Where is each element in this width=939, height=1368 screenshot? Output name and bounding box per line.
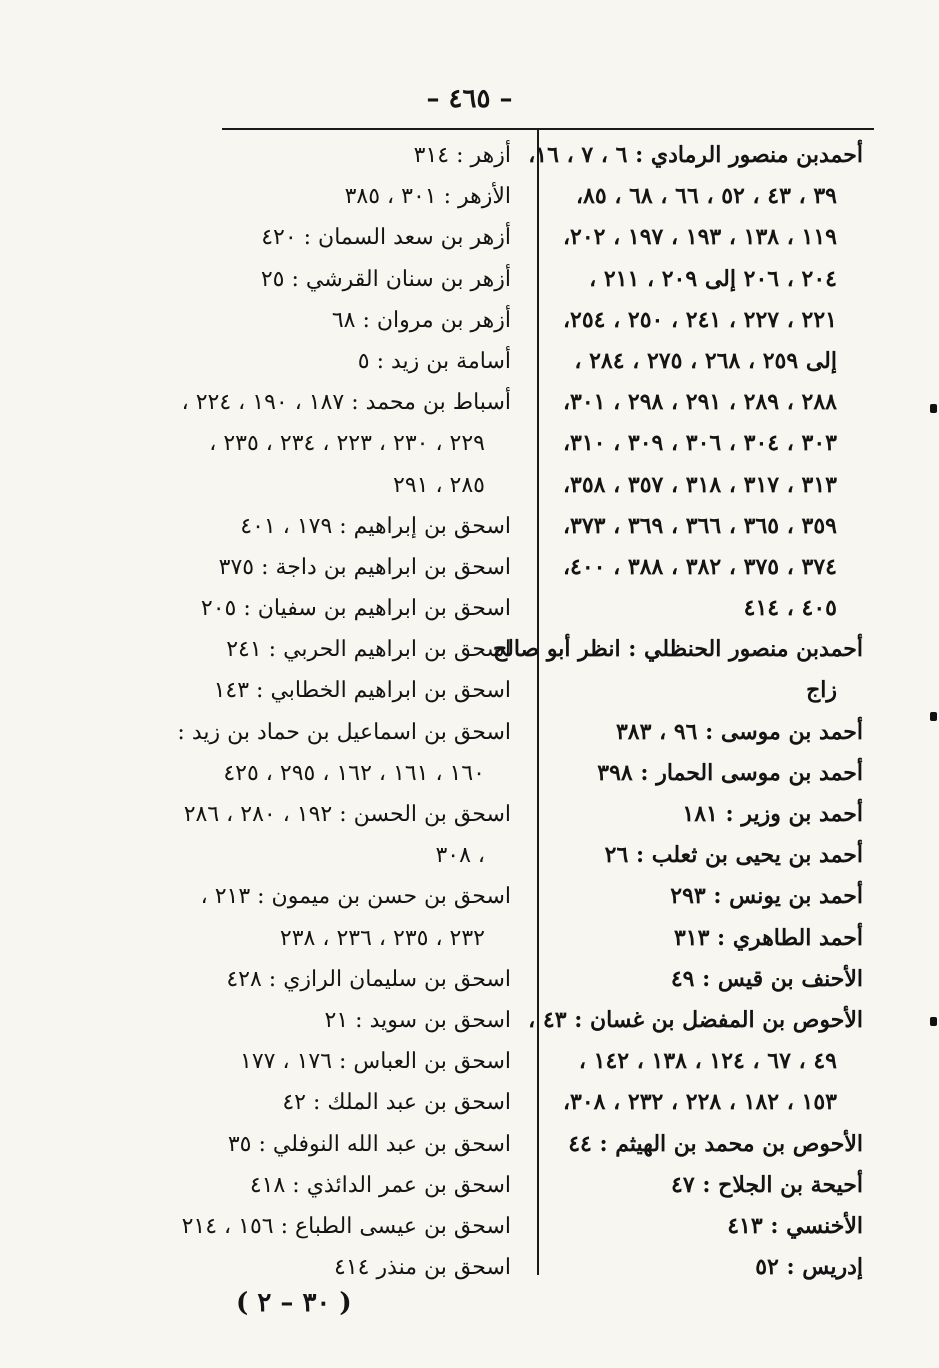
index-entry-continuation: ٢٨٨ ، ٢٨٩ ، ٢٩١ ، ٢٩٨ ، ٣٠١، (562, 389, 837, 416)
index-entry: اسحق بن عبد الملك : ٤٢ (282, 1090, 511, 1116)
index-entry-continuation: ٢٢٩ ، ٢٣٠ ، ٢٢٣ ، ٢٣٤ ، ٢٣٥ ، (209, 431, 485, 457)
index-entry: الأحوص بن محمد بن الهيثم : ٤٤ (568, 1130, 863, 1157)
page-number: – ٤٦٥ – (426, 84, 513, 114)
index-entry-continuation: ١١٩ ، ١٣٨ ، ١٩٣ ، ١٩٧ ، ٢٠٢، (562, 224, 837, 251)
column-divider (537, 130, 539, 1275)
index-entry: الأحنف بن قيس : ٤٩ (670, 965, 863, 992)
index-entry-continuation: ٢٣٢ ، ٢٣٥ ، ٢٣٦ ، ٢٣٨ (279, 925, 485, 951)
index-entry: الأزهر : ٣٠١ ، ٣٨٥ (344, 184, 511, 210)
index-entry: أزهر بن سعد السمان : ٤٢٠ (261, 225, 511, 251)
margin-dot (930, 712, 937, 721)
index-entry-continuation: إلى ٢٥٩ ، ٢٦٨ ، ٢٧٥ ، ٢٨٤ ، (574, 347, 837, 374)
index-entry: أحمد الطاهري : ٣١٣ (673, 924, 863, 951)
index-entry: اسحق بن الحسن : ١٩٢ ، ٢٨٠ ، ٢٨٦ (183, 802, 511, 827)
index-entry-continuation: ٣٩ ، ٤٣ ، ٥٢ ، ٦٦ ، ٦٨ ، ٨٥، (575, 183, 837, 210)
index-entry-continuation: ٢٢١ ، ٢٢٧ ، ٢٤١ ، ٢٥٠ ، ٢٥٤، (562, 306, 837, 333)
index-entry: أحمد بن وزير : ١٨١ (682, 801, 863, 827)
index-column-right (492, 135, 863, 1288)
margin-dot (930, 1017, 937, 1026)
index-entry: أزهر بن مروان : ٦٨ (331, 307, 511, 333)
index-entry: اسحق بن عيسى الطباع : ١٥٦ ، ٢١٤ (181, 1213, 511, 1239)
index-entry: أزهر بن سنان القرشي : ٢٥ (260, 266, 511, 292)
margin-dot (930, 404, 937, 413)
index-entry: اسحق بن سليمان الرازي : ٤٢٨ (226, 966, 511, 992)
index-entry: اسحق بن ابراهيم الخطابي : ١٤٣ (213, 678, 511, 704)
index-entry: الأخنسي : ٤١٣ (727, 1212, 863, 1239)
index-entry: أحيحة بن الجلاح : ٤٧ (671, 1171, 863, 1198)
top-rule (222, 128, 874, 130)
index-entry-continuation: ٣٠٣ ، ٣٠٤ ، ٣٠٦ ، ٣٠٩ ، ٣١٠، (562, 430, 837, 457)
index-entry: اسحق بن اسماعيل بن حماد بن زيد : (177, 719, 511, 745)
signature-mark: ( ٣٠ – ٢ ) (236, 1288, 352, 1318)
index-entry: اسحق بن ابراهيم بن داجة : ٣٧٥ (218, 554, 511, 580)
index-entry-continuation: زاج (806, 677, 837, 704)
index-entry: أحمد بن موسى : ٩٦ ، ٣٨٣ (615, 718, 863, 745)
index-entry: اسحق بن عبد الله النوفلي : ٣٥ (227, 1131, 511, 1157)
index-entry: أزهر : ٣١٤ (413, 143, 511, 168)
index-entry-continuation: ٢٨٥ ، ٢٩١ (393, 472, 485, 498)
index-entry: إدريس : ٥٢ (755, 1254, 863, 1281)
index-column-left (177, 135, 511, 1288)
index-entry: اسحق بن ابراهيم بن سفيان : ٢٠٥ (200, 596, 511, 622)
index-entry: اسحق بن منذر ٤١٤ (334, 1255, 511, 1281)
index-entry: أحمدبن منصور الحنظلي : انظر أبو صالح (492, 636, 863, 663)
index-entry: أحمدبن منصور الرمادي : ٦ ، ٧ ، ١٦، (528, 142, 863, 168)
index-entry-continuation: ٢٠٤ ، ٢٠٦ إلى ٢٠٩ ، ٢١١ ، (589, 265, 837, 292)
index-entry: اسحق بن حسن بن ميمون : ٢١٣ ، (200, 884, 511, 910)
index-entry-continuation: ٣٥٩ ، ٣٦٥ ، ٣٦٦ ، ٣٦٩ ، ٣٧٣، (562, 512, 837, 539)
index-entry-continuation: ١٦٠ ، ١٦١ ، ١٦٢ ، ٢٩٥ ، ٤٢٥ (223, 760, 485, 786)
index-entry: اسحق بن ابراهيم الحربي : ٢٤١ (226, 637, 511, 663)
index-entry: أحمد بن يحيى بن ثعلب : ٢٦ (604, 842, 863, 869)
index-entry: أحمد بن موسى الحمار : ٣٩٨ (597, 759, 863, 786)
index-entry-continuation: ١٥٣ ، ١٨٢ ، ٢٢٨ ، ٢٣٢ ، ٣٠٨، (562, 1089, 837, 1116)
index-entry-continuation: ٤٠٥ ، ٤١٤ (743, 595, 837, 622)
index-entry: الأحوص بن المفضل بن غسان : ٤٣ ، (528, 1006, 863, 1033)
index-entry: أسامة بن زيد : ٥ (357, 348, 511, 374)
index-entry: اسحق بن العباس : ١٧٦ ، ١٧٧ (240, 1049, 511, 1075)
index-entry-continuation: ٤٩ ، ٦٧ ، ١٢٤ ، ١٣٨ ، ١٤٢ ، (578, 1048, 837, 1075)
index-entry-continuation: ، ٣٠٨ (435, 843, 485, 869)
index-entry: اسحق بن سويد : ٢١ (324, 1007, 511, 1033)
index-entry-continuation: ٣٧٤ ، ٣٧٥ ، ٣٨٢ ، ٣٨٨ ، ٤٠٠، (562, 553, 837, 580)
index-entry: أحمد بن يونس : ٢٩٣ (670, 883, 863, 910)
index-entry: اسحق بن إبراهيم : ١٧٩ ، ٤٠١ (240, 513, 511, 539)
index-entry-continuation: ٣١٣ ، ٣١٧ ، ٣١٨ ، ٣٥٧ ، ٣٥٨، (562, 471, 837, 498)
index-entry: اسحق بن عمر الدائذي : ٤١٨ (249, 1172, 511, 1198)
index-entry: أسباط بن محمد : ١٨٧ ، ١٩٠ ، ٢٢٤ ، (181, 390, 511, 416)
